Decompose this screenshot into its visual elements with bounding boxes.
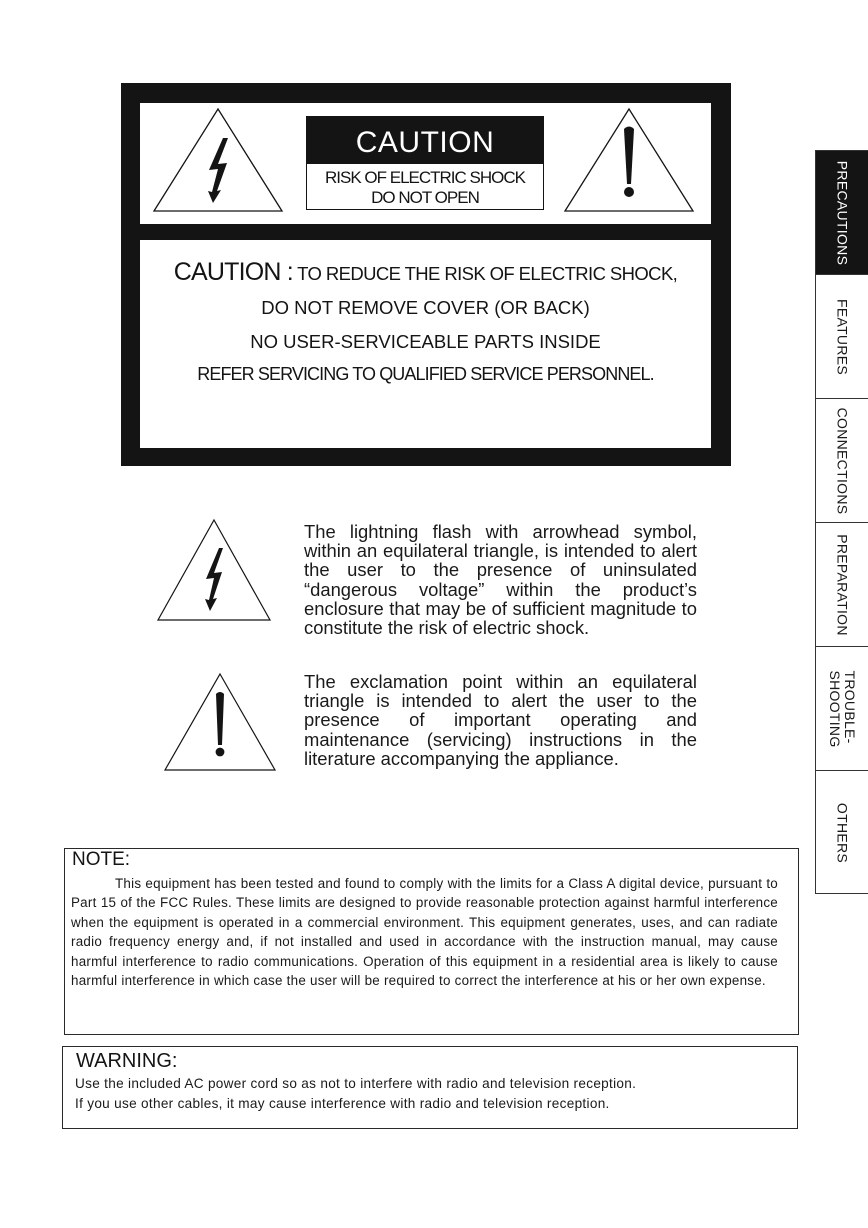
tab-preparation[interactable] bbox=[816, 523, 868, 647]
caution-line-2: DO NOT REMOVE COVER (OR BACK) bbox=[261, 297, 590, 318]
caution-line-1 bbox=[140, 258, 711, 287]
tab-label: CONNECTIONS bbox=[834, 407, 851, 514]
tab-label: PREPARATION bbox=[834, 533, 851, 636]
caution-lead: CAUTION : bbox=[173, 258, 293, 286]
fcc-note bbox=[64, 848, 799, 1035]
tab-label: FEATURES bbox=[834, 298, 851, 375]
lightning-symbol-description: The lightning flash with arrowhead symbol, within an equilateral triangle, is intended to alert the user to the presence of uninsulated “dangerous voltage” within the product’s enclosure that may be of sufficient magnitude to constitute the risk of electric shock. bbox=[304, 521, 697, 639]
caution-line-3: NO USER-SERVICEABLE PARTS INSIDE bbox=[250, 331, 601, 352]
caution-line-4: REFER SERVICING TO QUALIFIED SERVICE PERSONNEL. bbox=[197, 364, 654, 384]
caution-label-line-2: DO NOT OPEN bbox=[371, 188, 479, 207]
caution-label-title: CAUTION bbox=[307, 117, 543, 164]
tab-label: PRECAUTIONS bbox=[834, 160, 851, 265]
caution-line-1-text: TO REDUCE THE RISK OF ELECTRIC SHOCK, bbox=[292, 263, 678, 284]
exclamation-symbol-description: The exclamation point within an equilateral triangle is intended to alert the user to the presence of important operating and maintenance (servicing) instructions in the literature accompanying the appliance. bbox=[304, 671, 697, 769]
tab-others[interactable] bbox=[816, 771, 868, 895]
tab-label: OTHERS bbox=[834, 802, 851, 864]
warning-line-1: Use the included AC power cord so as not to interfere with radio and television reception. bbox=[75, 1076, 637, 1091]
section-tabs bbox=[815, 150, 868, 894]
tab-troubleshooting[interactable] bbox=[816, 647, 868, 771]
note-title: NOTE: bbox=[72, 849, 131, 870]
note-body: This equipment has been tested and found to comply with the limits for a Class A digital device, pursuant to Part 15 of the FCC Rules. These limits are designed to provide reasonable protection against harmful interference when the equipment is operated in a commercial environment. This equipment generates, uses, and can radiate radio frequency energy and, if not installed and used in accordance with the instruction manual, may cause harmful interference to radio communications. Operation of this equipment in a residential area is likely to cause harmful interference in which case the user will be required to correct the interference at his or her own expense. bbox=[71, 876, 778, 989]
caution-text-panel bbox=[140, 240, 711, 448]
tab-precautions[interactable] bbox=[816, 151, 868, 275]
power-cord-warning bbox=[62, 1046, 798, 1129]
warning-line-2: If you use other cables, it may cause interference with radio and television reception. bbox=[75, 1096, 610, 1111]
lightning-warning-icon bbox=[152, 107, 284, 213]
exclamation-warning-icon bbox=[563, 107, 695, 213]
lightning-warning-icon bbox=[156, 518, 272, 622]
tab-label: TROUBLE- SHOOTING bbox=[827, 669, 858, 748]
tab-connections[interactable] bbox=[816, 399, 868, 523]
exclamation-warning-icon bbox=[163, 672, 277, 772]
caution-label-line-1: RISK OF ELECTRIC SHOCK bbox=[325, 168, 525, 187]
caution-label bbox=[306, 116, 544, 210]
warning-title: WARNING: bbox=[76, 1050, 178, 1072]
tab-features[interactable] bbox=[816, 275, 868, 399]
